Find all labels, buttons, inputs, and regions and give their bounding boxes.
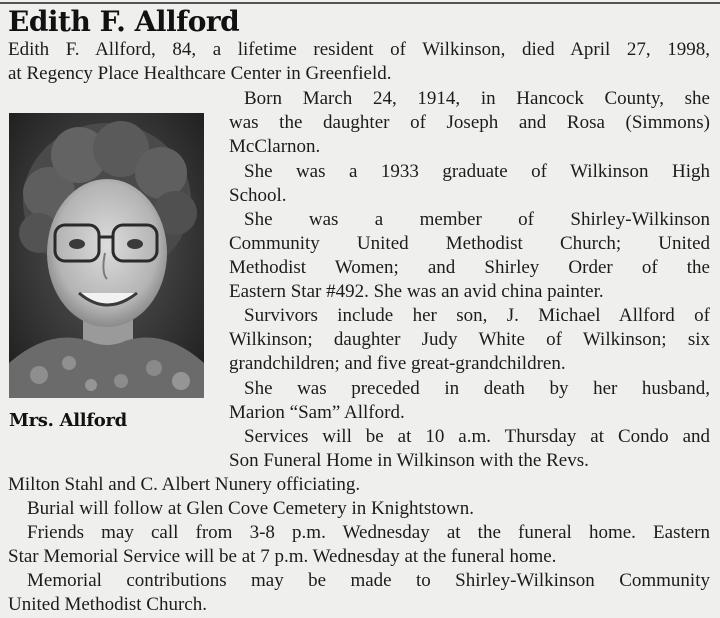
article-line: Marion “Sam” Allford. [229,402,405,423]
article-line: Born March 24, 1914, in Hancock County, she [244,88,710,109]
article-line: grandchildren; and five great-grandchildren. [229,353,566,374]
article-line: McClarnon. [229,136,321,157]
article-line: Community United Methodist Church; United [229,233,710,254]
article-line: was the daughter of Joseph and Rosa (Simmons) [229,112,710,133]
article-line: Methodist Women; and Shirley Order of the [229,257,710,278]
article-line: Edith F. Allford, 84, a lifetime resident of Wilkinson, died April 27, 1998, [8,39,710,60]
article-line: Services will be at 10 a.m. Thursday at Condo and [244,426,710,447]
article-line: Son Funeral Home in Wilkinson with the Revs. [229,450,589,471]
obituary-headline: Edith F. Allford [8,5,240,38]
article-line: School. [229,185,287,206]
article-line: Survivors include her son, J. Michael Allford of [244,305,710,326]
article-line: United Methodist Church. [8,594,207,615]
article-line: She was a member of Shirley-Wilkinson [244,209,710,230]
article-line: She was a 1933 graduate of Wilkinson High [244,161,710,182]
article-line: Friends may call from 3-8 p.m. Wednesday at the funeral home. Eastern [27,522,710,543]
portrait-photo-image [9,113,204,398]
article-line: Memorial contributions may be made to Shirley-Wilkinson Community [27,570,710,591]
article-line: Burial will follow at Glen Cove Cemetery in Knightstown. [27,498,474,519]
article-line: Wilkinson; daughter Judy White of Wilkinson; six [229,329,710,350]
portrait-photo [9,113,204,398]
article-line: at Regency Place Healthcare Center in Greenfield. [8,63,392,84]
article-line: Star Memorial Service will be at 7 p.m. Wednesday at the funeral home. [8,546,557,567]
article-line: Milton Stahl and C. Albert Nunery officiating. [8,474,361,495]
photo-caption: Mrs. Allford [9,410,127,431]
article-line: Eastern Star #492. She was an avid china painter. [229,281,604,302]
article-line: She was preceded in death by her husband, [244,378,710,399]
